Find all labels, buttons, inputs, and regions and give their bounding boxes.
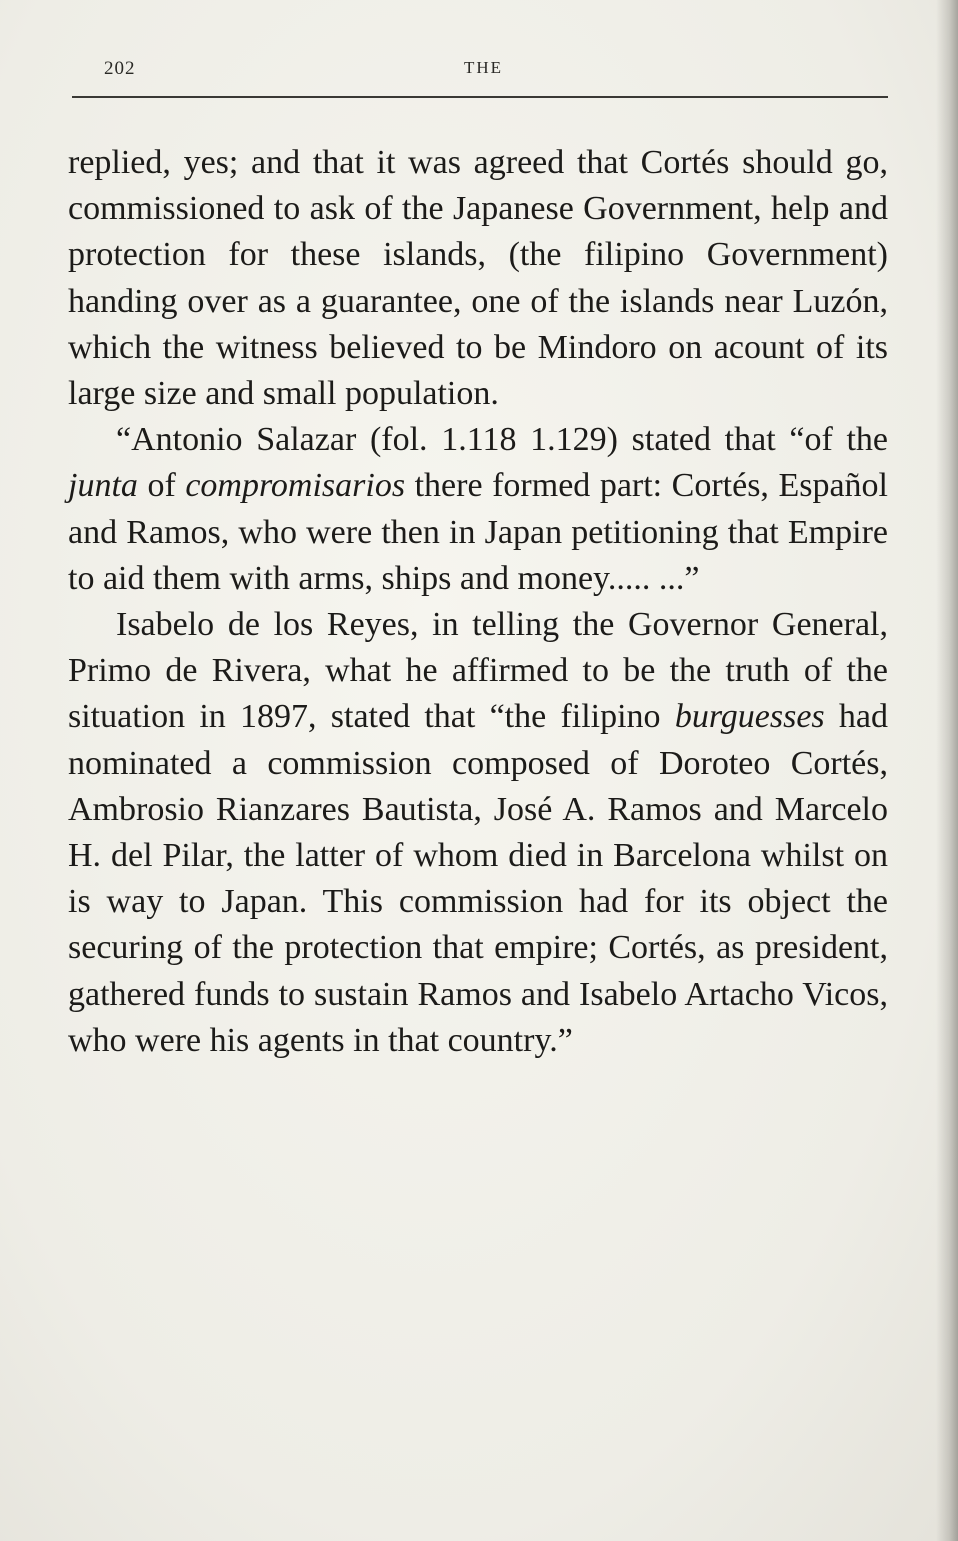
body-text [68,140,888,1064]
italic-term-burguesses: burguesses [674,698,825,736]
page-edge-shadow [936,0,958,1541]
running-head [104,58,890,88]
paragraph-3-text-a: Isabelo de los Reyes, in telling the Governor General, Primo de Rivera, what he affirmed to be the truth of the situation in 1897, stated that “the filipino [68,606,888,736]
paragraph-1-text: replied, yes; and that it was agreed that Cortés should go, commissioned to ask of the Japanese Government, help and protection for these islands, (the filipino Government) handing over as a guarantee, one of the islands near Luzón, which the witness believed to be Mindoro on acount of its large size and small population. [68,144,888,413]
running-title: THE [464,58,504,77]
page-number: 202 [104,58,136,79]
paragraph-1 [68,140,888,417]
italic-term-junta: junta [68,467,138,505]
paragraph-3-text-b: had nominated a commission composed of Doroteo Cortés, Ambrosio Rianzares Bautista, José A. Ramos and Marcelo H. del Pilar, the latter of whom died in Barcelona whilst on is way to Japan. This commission had for its object the securing of the protection that empire; Cortés, as president, gathered funds to sustain Ramos and Isabelo Artacho Vicos, who were his agents in that country.” [68,698,889,1059]
italic-term-compromisarios: compromisarios [185,467,406,505]
paragraph-2-text-a: “Antonio Salazar (fol. 1.118 1.129) stated that “of the [116,421,888,459]
paragraph-2-text-b: of [137,467,186,505]
paragraph-2-text-c: there formed part: Cortés, Español and Ramos, who were then in Japan petitioning that Empire to aid them with arms, ships and money..... ...” [68,467,888,597]
header-rule [72,96,888,98]
paragraph-3 [68,602,888,1064]
paragraph-2 [68,417,888,602]
